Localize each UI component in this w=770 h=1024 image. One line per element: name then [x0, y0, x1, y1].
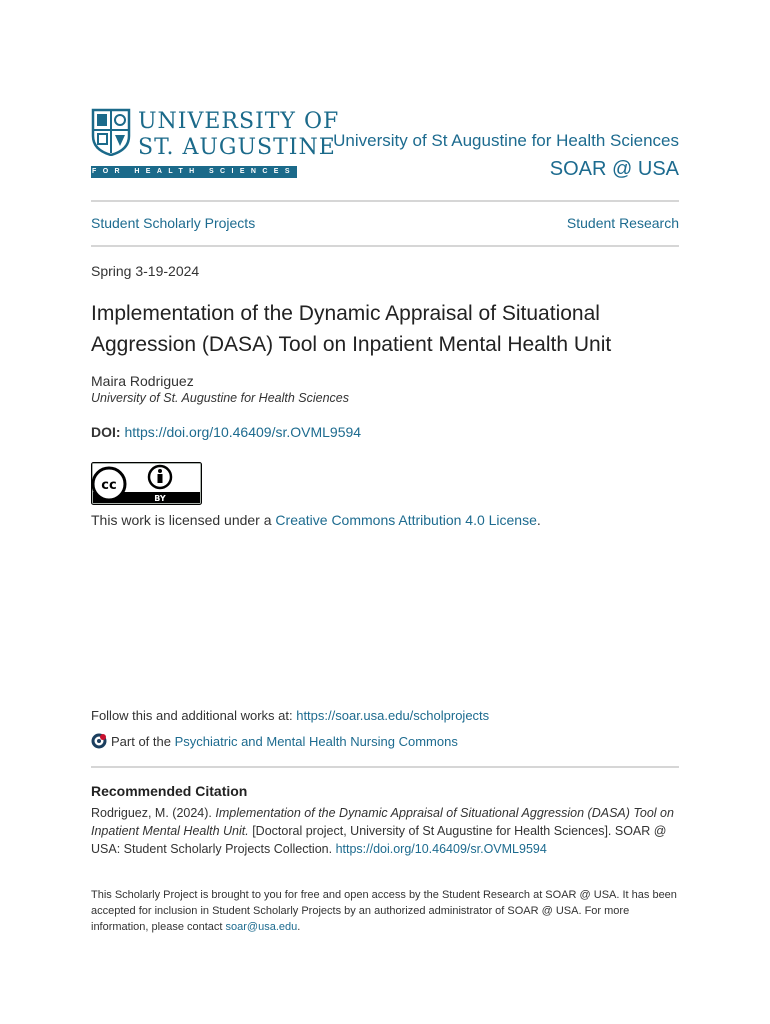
- repository-name[interactable]: SOAR @ USA: [549, 158, 679, 180]
- contact-email-link[interactable]: soar@usa.edu: [225, 921, 298, 933]
- author-name: Maira Rodriguez: [91, 373, 194, 389]
- logo-tagline-bar: FOR HEALTH SCIENCES: [91, 166, 297, 178]
- logo-line-1: UNIVERSITY OF: [138, 109, 340, 134]
- university-shield-logo: [91, 108, 131, 156]
- institution-name[interactable]: University of St Augustine for Health Sciences: [333, 131, 679, 150]
- cc-badge-text: BY: [154, 494, 166, 503]
- divider: [91, 245, 679, 247]
- breadcrumb-student-scholarly-projects[interactable]: Student Scholarly Projects: [91, 215, 256, 231]
- follow-line: [91, 708, 489, 723]
- publication-date: Spring 3-19-2024: [91, 263, 200, 279]
- footer-suffix: .: [297, 921, 301, 933]
- divider: [91, 200, 679, 202]
- license-statement: [91, 512, 541, 528]
- citation-doi-link[interactable]: https://doi.org/10.46409/sr.OVML9594: [335, 842, 547, 856]
- creative-commons-by-badge[interactable]: [91, 462, 202, 505]
- follow-prefix: Follow this and additional works at:: [91, 708, 297, 723]
- footer-text: This Scholarly Project is brought to you for free and open access by the Student Research at SOAR @ USA. It has been accepted for inclusion in Student Scholarly Projects by an authorized administrator of SOAR @ USA. For more information, please contact: [91, 889, 677, 933]
- footer-statement: [91, 887, 681, 935]
- citation-text: [91, 804, 691, 858]
- divider: [91, 766, 679, 768]
- doi-label: DOI:: [91, 424, 121, 440]
- partof-link[interactable]: Psychiatric and Mental Health Nursing Commons: [174, 733, 458, 749]
- part-of-line: [91, 733, 458, 749]
- license-link[interactable]: Creative Commons Attribution 4.0 License: [275, 512, 537, 528]
- citation-heading: Recommended Citation: [91, 783, 248, 799]
- doi-line: [91, 424, 361, 440]
- commons-network-icon: [91, 733, 107, 749]
- license-suffix: .: [536, 512, 541, 528]
- breadcrumb-student-research[interactable]: Student Research: [566, 215, 679, 231]
- citation-title: Implementation of the Dynamic Appraisal of Situational Aggression (DASA) Tool on Inpatient Mental Health Unit.: [91, 806, 674, 838]
- citation-lead: Rodriguez, M. (2024).: [91, 806, 216, 820]
- svg-text:cc: cc: [101, 478, 117, 493]
- license-prefix: This work is licensed under a: [91, 512, 276, 528]
- partof-prefix: Part of the: [111, 733, 171, 749]
- citation-rest: [Doctoral project, University of St Augustine for Health Sciences]. SOAR @ USA: Student Scholarly Projects Collection.: [91, 824, 667, 856]
- logo-line-2: ST. AUGUSTINE: [138, 135, 336, 160]
- follow-link[interactable]: https://soar.usa.edu/scholprojects: [296, 708, 490, 723]
- author-affiliation: University of St. Augustine for Health Sciences: [91, 391, 349, 405]
- doi-link[interactable]: https://doi.org/10.46409/sr.OVML9594: [124, 424, 362, 440]
- document-title: Implementation of the Dynamic Appraisal of Situational Aggression (DASA) Tool on Inpatient Mental Health Unit: [91, 302, 612, 356]
